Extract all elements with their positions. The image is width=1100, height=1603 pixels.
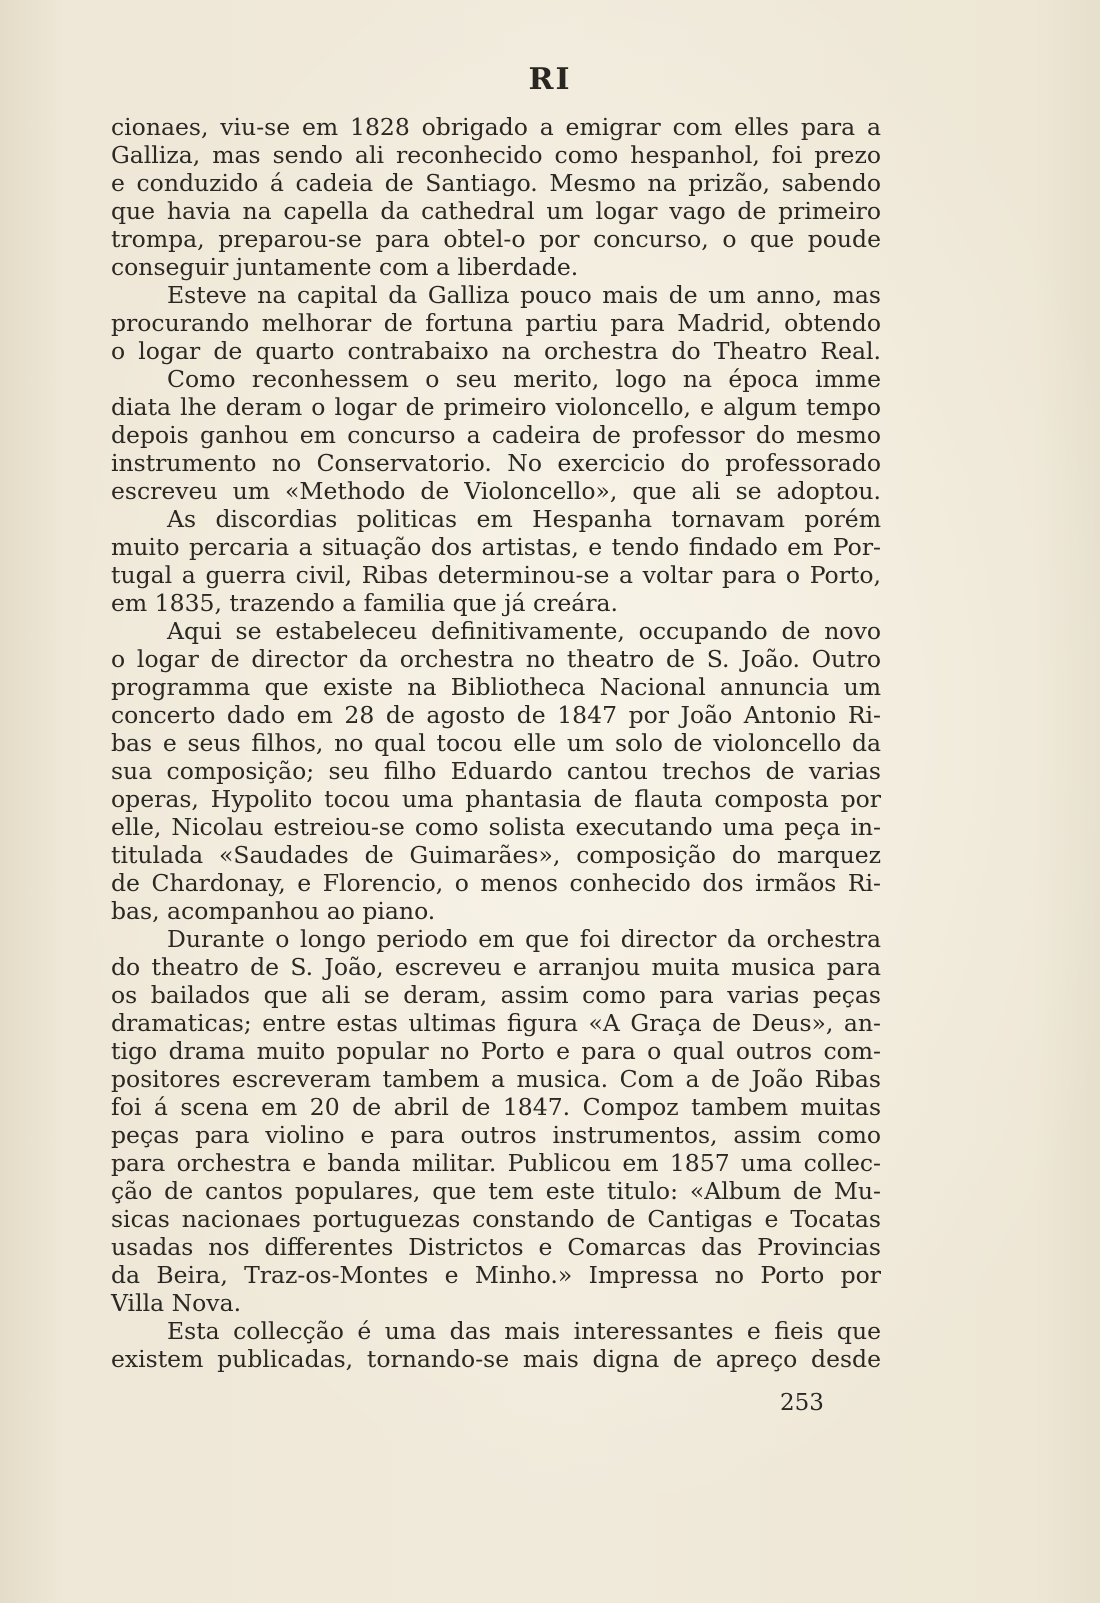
text-line: elle, Nicolau estreiou-se como solista executando uma peça in- <box>111 813 881 841</box>
text-line: e conduzido á cadeia de Santiago. Mesmo na prizão, sabendo <box>111 169 881 197</box>
text-line: existem publicadas, tornando-se mais digna de apreço desde <box>111 1345 881 1373</box>
text-line: procurando melhorar de fortuna partiu para Madrid, obtendo <box>111 309 881 337</box>
text-line: para orchestra e banda militar. Publicou em 1857 uma collec- <box>111 1149 881 1177</box>
text-line: dramaticas; entre estas ultimas figura «A Graça de Deus», an- <box>111 1009 881 1037</box>
text-line: programma que existe na Bibliotheca Nacional annuncia um <box>111 673 881 701</box>
text-line: titulada «Saudades de Guimarães», composição do marquez <box>111 841 881 869</box>
text-line: trompa, preparou-se para obtel-o por concurso, o que poude <box>111 225 881 253</box>
running-header: RI <box>528 62 572 97</box>
text-line: operas, Hypolito tocou uma phantasia de flauta composta por <box>111 785 881 813</box>
text-line: Villa Nova. <box>111 1289 242 1317</box>
text-line: tugal a guerra civil, Ribas determinou-se a voltar para o Porto, <box>111 561 881 589</box>
text-line: ção de cantos populares, que tem este titulo: «Album de Mu- <box>111 1177 881 1205</box>
text-line: bas, acompanhou ao piano. <box>111 897 436 925</box>
text-line: instrumento no Conservatorio. No exercicio do professorado <box>111 449 881 477</box>
text-line: Aqui se estabeleceu definitivamente, occupando de novo <box>167 617 881 645</box>
text-line: que havia na capella da cathedral um logar vago de primeiro <box>111 197 881 225</box>
text-line: usadas nos differentes Districtos e Comarcas das Provincias <box>111 1233 881 1261</box>
text-line: sua composição; seu filho Eduardo cantou trechos de varias <box>111 757 881 785</box>
text-line: positores escreveram tambem a musica. Com a de João Ribas <box>111 1065 881 1093</box>
text-line: diata lhe deram o logar de primeiro violoncello, e algum tempo <box>111 393 881 421</box>
text-line: de Chardonay, e Florencio, o menos conhecido dos irmãos Ri- <box>111 869 881 897</box>
text-line: Esta collecção é uma das mais interessantes e fieis que <box>167 1317 881 1345</box>
text-line: conseguir juntamente com a liberdade. <box>111 253 579 281</box>
text-line: As discordias politicas em Hespanha tornavam porém <box>167 505 881 533</box>
text-line: muito percaria a situação dos artistas, e tendo findado em Por- <box>111 533 881 561</box>
text-line: os bailados que ali se deram, assim como para varias peças <box>111 981 881 1009</box>
text-line: da Beira, Traz-os-Montes e Minho.» Impressa no Porto por <box>111 1261 881 1289</box>
text-line: peças para violino e para outros instrumentos, assim como <box>111 1121 881 1149</box>
page-number: 253 <box>780 1390 824 1416</box>
text-line: foi á scena em 20 de abril de 1847. Compoz tambem muitas <box>111 1093 881 1121</box>
text-line: do theatro de S. João, escreveu e arranjou muita musica para <box>111 953 881 981</box>
text-line: Como reconhessem o seu merito, logo na época imme <box>167 365 881 393</box>
text-line: em 1835, trazendo a familia que já creára. <box>111 589 619 617</box>
text-line: depois ganhou em concurso a cadeira de professor do mesmo <box>111 421 881 449</box>
text-line: escreveu um «Methodo de Violoncello», que ali se adoptou. <box>111 477 881 505</box>
text-line: Esteve na capital da Galliza pouco mais de um anno, mas <box>167 281 881 309</box>
text-line: sicas nacionaes portuguezas constando de Cantigas e Tocatas <box>111 1205 881 1233</box>
text-line: o logar de quarto contrabaixo na orchestra do Theatro Real. <box>111 337 881 365</box>
text-line: concerto dado em 28 de agosto de 1847 por João Antonio Ri- <box>111 701 881 729</box>
text-line: tigo drama muito popular no Porto e para o qual outros com- <box>111 1037 881 1065</box>
body-text <box>111 113 881 1373</box>
text-line: Galliza, mas sendo ali reconhecido como hespanhol, foi prezo <box>111 141 881 169</box>
text-line: bas e seus filhos, no qual tocou elle um solo de violoncello da <box>111 729 881 757</box>
text-line: cionaes, viu-se em 1828 obrigado a emigrar com elles para a <box>111 113 881 141</box>
text-line: Durante o longo periodo em que foi director da orchestra <box>167 925 881 953</box>
text-line: o logar de director da orchestra no theatro de S. João. Outro <box>111 645 881 673</box>
